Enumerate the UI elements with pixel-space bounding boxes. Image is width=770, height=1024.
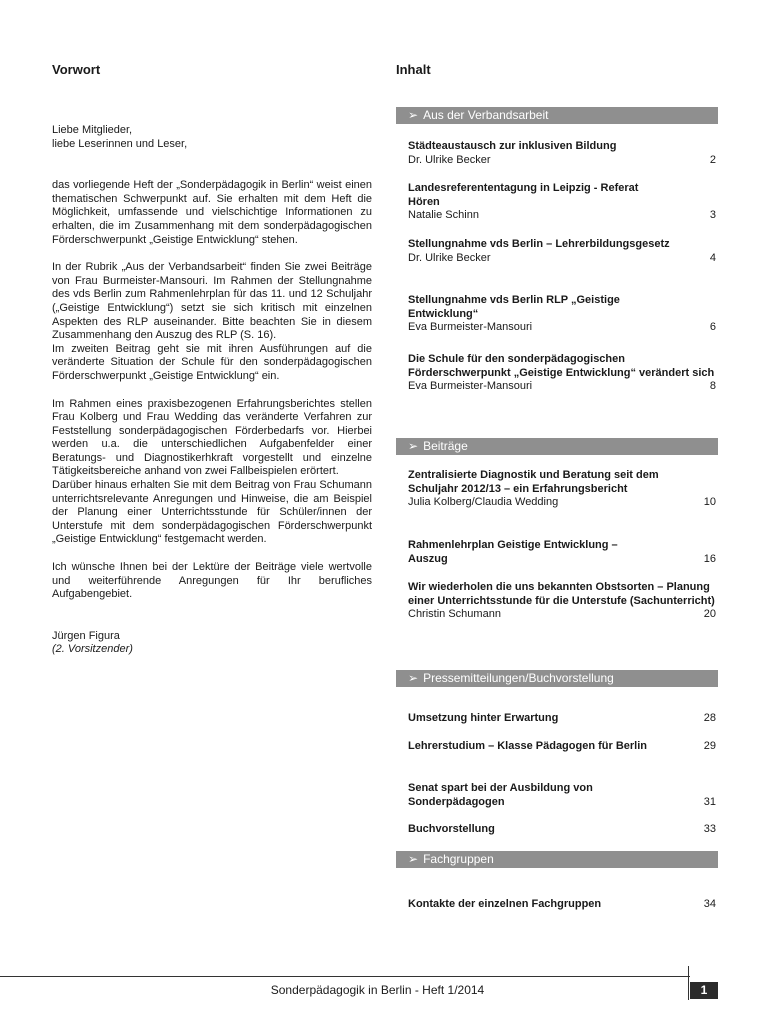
signature-name: Jürgen Figura [52, 629, 120, 642]
toc-entry-author: Eva Burmeister-Mansouri [408, 380, 533, 393]
section-label: Beiträge [423, 439, 468, 453]
toc-entry[interactable] [408, 823, 716, 837]
toc-entry-page: 4 [709, 251, 716, 264]
toc-entry-author: Julia Kolberg/Claudia Wedding [408, 496, 559, 509]
toc-entry-page: 31 [703, 795, 716, 808]
preface-paragraph: Darüber hinaus erhalten Sie mit dem Beitrag von Frau Schumann unterrichtsrelevante Anregungen und Hinweise, die am Beispiel der Planung einer Unterrichtsstunde für Schüler/innen der Unterstufe mit dem sonderpädagogischen Förderschwerpunkt „Geistige Entwicklung“ festgemacht werden. [52, 479, 372, 546]
toc-entry[interactable] [408, 469, 716, 510]
toc-entry-title: Umsetzung hinter Erwartung [408, 712, 559, 724]
toc-entry-page: 33 [703, 823, 716, 835]
preface-paragraph: Im Rahmen eines praxisbezogenen Erfahrungsberichtes stellen Frau Kolberg und Frau Wedding das veränderte Verfahren zur Feststellung sonderpädagogischen Förderbedarfs vor. Hierbei werden u.a. die unterschiedlichen Aufgabenfelder einer Beratungs- und Diagnostikerhkraft vorgestellt und einzelne Tätigkeitsbereiche anhand von zwei Fallbeispielen erörtert. [52, 397, 372, 478]
arrow-icon: ➢ [408, 439, 419, 453]
preface-paragraph: das vorliegende Heft der „Sonderpädagogik in Berlin“ weist einen thematischen Schwerpunkt auf. Sie erhalten mit dem Heft die Möglichkeit, umfassende und vielschichtige Informationen zu erhalten, die im Zusammenhang mit dem sonderpädagogischen Förderschwerpunkt „Geistige Entwicklung“ stehen. [52, 179, 372, 246]
toc-entry[interactable] [408, 294, 716, 335]
toc-entry-page: 6 [709, 321, 716, 334]
toc-entry-author: Dr. Ulrike Becker [408, 251, 491, 264]
toc-entry-title: Wir wiederholen die uns bekannten Obstsorten – Planung einer Unterrichtsstunde für die Unterstufe (Sachunterricht) [408, 581, 715, 607]
toc-entry-author: Christin Schumann [408, 608, 501, 621]
toc-entry[interactable] [408, 740, 716, 754]
section-label: Fachgruppen [423, 852, 494, 866]
section-label: Pressemitteilungen/Buchvorstellung [423, 671, 614, 685]
toc-entry-title: Zentralisierte Diagnostik und Beratung seit dem Schuljahr 2012/13 – ein Erfahrungsbericht [408, 469, 659, 495]
toc-entry-title: Rahmenlehrplan Geistige Entwicklung – Auszug [408, 539, 618, 565]
toc-entry-title: Kontakte der einzelnen Fachgruppen [408, 898, 602, 910]
section-bar-fachgruppen [396, 851, 718, 868]
greeting-line: Liebe Mitglieder, [52, 124, 133, 136]
toc-entry-page: 3 [709, 209, 716, 222]
toc-entry-title: Die Schule für den sonderpädagogischen Förderschwerpunkt „Geistige Entwicklung“ verändert sich [408, 353, 715, 379]
preface-column [52, 62, 372, 657]
toc-entry-author: Eva Burmeister-Mansouri [408, 321, 533, 334]
toc-entry-author: Natalie Schinn [408, 209, 479, 222]
section-bar-beitraege [396, 438, 718, 455]
section-label: Aus der Verbandsarbeit [423, 108, 549, 122]
toc-entry-title: Lehrerstudium – Klasse Pädagogen für Berlin [408, 740, 648, 752]
greeting-line: liebe Leserinnen und Leser, [52, 137, 188, 150]
toc-entry-page: 2 [709, 153, 716, 166]
section-bar-verbandsarbeit [396, 107, 718, 124]
toc-entry-page: 28 [703, 712, 716, 724]
toc-entry[interactable] [408, 182, 716, 223]
page-number: 1 [690, 982, 718, 999]
footer-publication: Sonderpädagogik in Berlin - Heft 1/2014 [270, 983, 485, 997]
toc-entry[interactable] [408, 539, 716, 566]
toc-entry-title: Landesreferententagung in Leipzig - Referat Hören [408, 182, 639, 208]
toc-entry-page: 16 [703, 552, 716, 565]
section-bar-pressemitteilungen [396, 670, 718, 687]
toc-entry-title: Städteaustausch zur inklusiven Bildung [408, 140, 617, 152]
toc-entry[interactable] [408, 712, 716, 726]
contents-heading: Inhalt [396, 62, 431, 77]
toc-entry-page: 8 [709, 380, 716, 393]
toc-entry-author: Dr. Ulrike Becker [408, 153, 491, 166]
contents-column [396, 62, 718, 78]
preface-greeting [52, 124, 372, 151]
toc-entry[interactable] [408, 581, 716, 622]
toc-entry-title: Stellungnahme vds Berlin – Lehrerbildungsgesetz [408, 238, 670, 250]
signature [52, 630, 372, 657]
arrow-icon: ➢ [408, 108, 419, 122]
preface-paragraph: Ich wünsche Ihnen bei der Lektüre der Beiträge viele wertvolle und weiterführende Anregungen für Ihr berufliches Aufgabengebiet. [52, 561, 372, 601]
toc-entry-page: 20 [703, 608, 716, 621]
preface-paragraph: In der Rubrik „Aus der Verbandsarbeit“ finden Sie zwei Beiträge von Frau Burmeister-Mansouri. Im Rahmen der Stellungnahme des vds Berlin zum Rahmenlehrplan für das 11. und 12 Schuljahr („Geistige Entwicklung“) setzt sie sich kritisch mit einzelnen Aspekten des RLP auseinander. Bitte beachten Sie in diesem Zusammenhang den Auszug des RLP (S. 16). [52, 261, 372, 342]
footer-rule [0, 976, 690, 977]
toc-entry[interactable] [408, 898, 716, 912]
toc-entry[interactable] [408, 140, 716, 167]
signature-role: (2. Vorsitzender) [52, 643, 133, 656]
preface-paragraph: Im zweiten Beitrag geht sie mit ihren Ausführungen auf die veränderte Situation der Schule für den sonderpädagogischen Förderschwerpunkt „Geistige Entwicklung“ ein. [52, 342, 372, 382]
arrow-icon: ➢ [408, 852, 419, 866]
toc-entry-title: Stellungnahme vds Berlin RLP „Geistige Entwicklung“ [408, 294, 620, 320]
arrow-icon: ➢ [408, 671, 419, 685]
toc-entry-title: Buchvorstellung [408, 823, 495, 835]
toc-entry[interactable] [408, 353, 716, 394]
preface-heading: Vorwort [52, 62, 101, 77]
toc-entry-page: 34 [703, 898, 716, 910]
toc-entry-page: 29 [703, 740, 716, 752]
toc-entry[interactable] [408, 782, 716, 809]
toc-entry-page: 10 [703, 496, 716, 509]
toc-entry[interactable] [408, 238, 716, 265]
toc-entry-title: Senat spart bei der Ausbildung von Sonderpädagogen [408, 782, 593, 808]
